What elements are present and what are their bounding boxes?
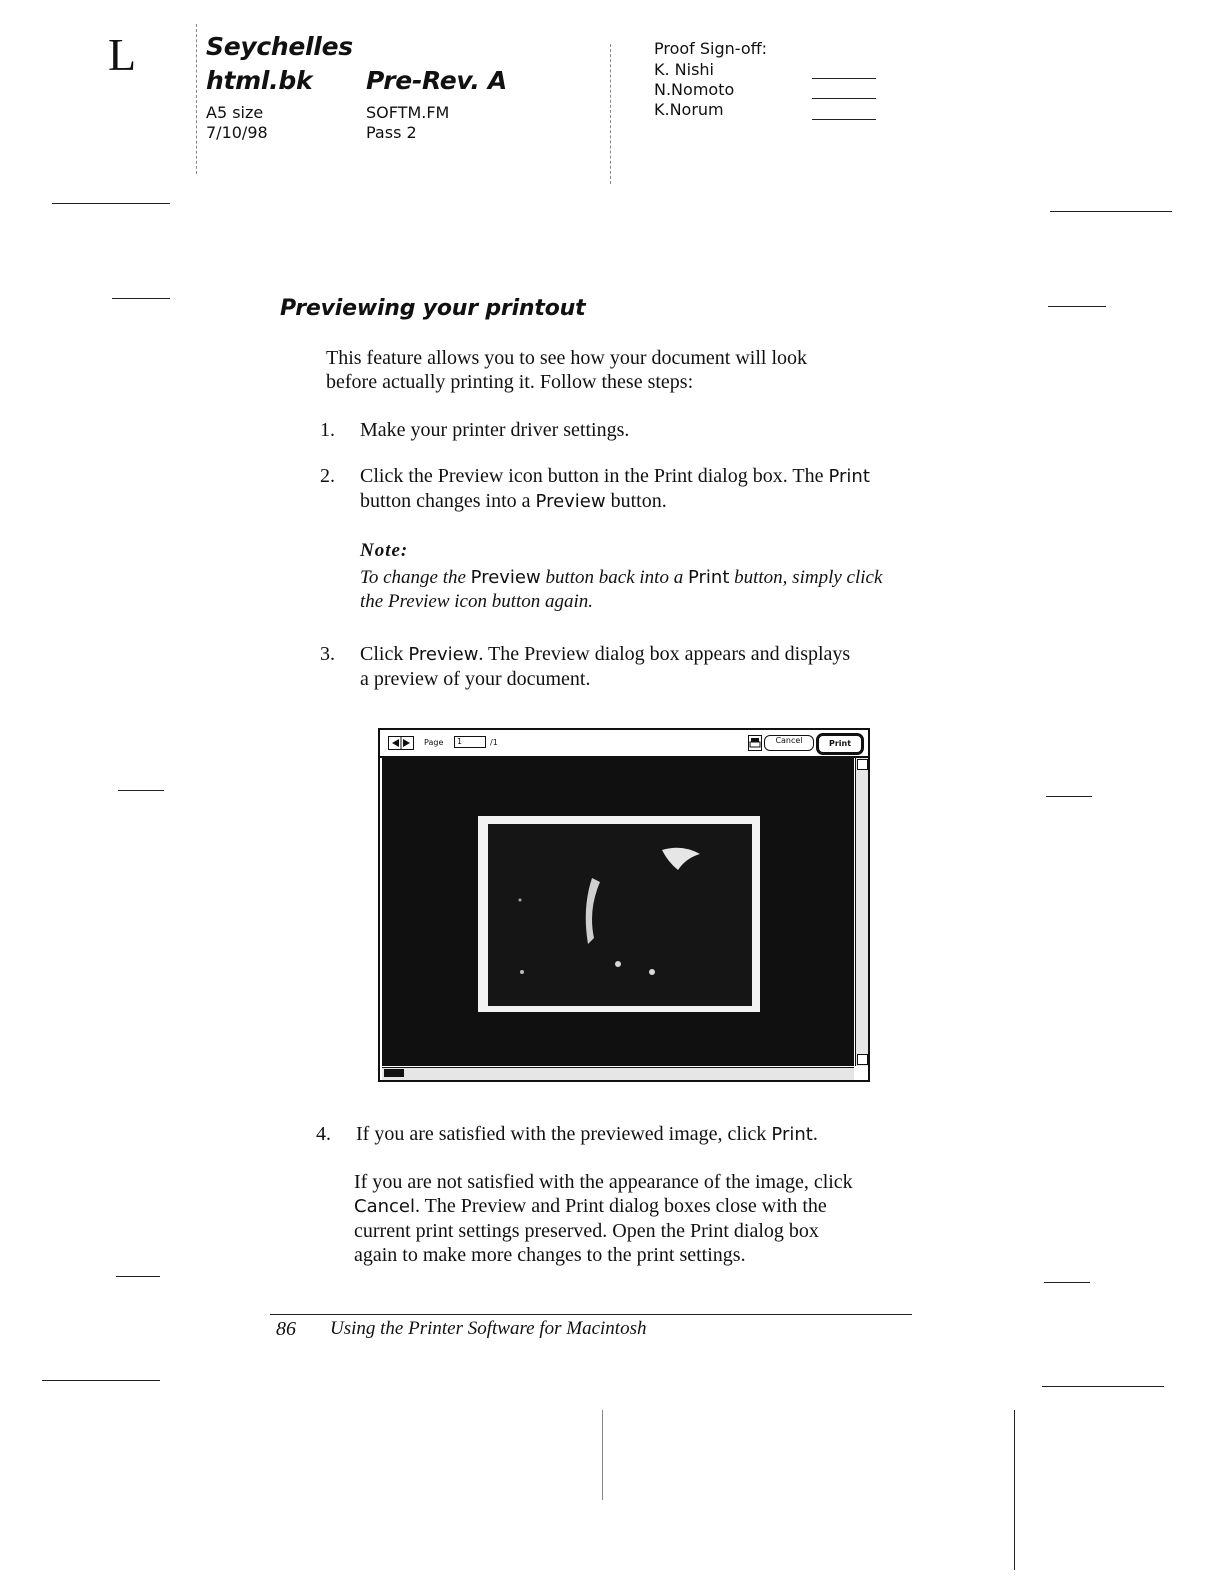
corner-mark: L — [108, 29, 137, 80]
horizontal-scrollbar[interactable] — [382, 1067, 854, 1080]
photo-speck — [520, 970, 524, 974]
header-divider-left — [196, 24, 197, 174]
cancel-button[interactable]: Cancel — [764, 735, 814, 751]
printer-icon[interactable] — [748, 735, 762, 751]
signoff-name: N.Nomoto — [654, 80, 735, 99]
crop-mark — [52, 203, 170, 204]
step-text: Click — [360, 643, 404, 665]
crop-mark-vertical — [602, 1410, 603, 1500]
cancel-button-ref: Cancel — [354, 1196, 415, 1217]
step-text: . — [812, 1123, 818, 1145]
step-number: 4. — [316, 1123, 331, 1145]
page-size: A5 size — [206, 103, 264, 122]
step-number: 3. — [320, 643, 335, 665]
preview-button-ref: Preview — [535, 491, 606, 512]
step-number: 2. — [320, 465, 335, 487]
section-heading: Previewing your printout — [280, 296, 586, 321]
photo-speck — [615, 961, 621, 967]
page-number-field[interactable]: 1 — [454, 736, 486, 748]
step-text: . The Preview and Print dialog boxes close with the — [414, 1195, 827, 1217]
note-text-part: the Preview icon button again. — [360, 591, 594, 612]
step-text: Click the Preview icon button in the Print dialog box. The — [360, 465, 824, 487]
step-text: button changes into a — [360, 490, 531, 512]
trim-mark — [116, 1276, 160, 1277]
crop-mark — [1050, 211, 1172, 212]
print-button-ref: Print — [687, 567, 730, 588]
preview-canvas — [382, 758, 854, 1066]
header-divider-right — [610, 44, 611, 184]
step-text: a preview of your document. — [360, 668, 591, 690]
step-text: current print settings preserved. Open the Print dialog box — [354, 1220, 819, 1242]
intro-line: before actually printing it. Follow these steps: — [326, 371, 694, 393]
signoff-name: K.Norum — [654, 100, 724, 119]
step-text: Make your printer driver settings. — [360, 419, 630, 441]
signoff-line — [812, 98, 876, 99]
note-text-part: To change the — [360, 567, 466, 588]
chapter-title: Using the Printer Software for Macintosh — [330, 1318, 647, 1339]
photo-speck — [649, 969, 655, 975]
trim-mark — [118, 790, 164, 791]
page-total: /1 — [490, 738, 498, 747]
scroll-thumb[interactable] — [384, 1069, 404, 1077]
vertical-scrollbar[interactable] — [855, 758, 868, 1066]
intro-line: This feature allows you to see how your document will look — [326, 347, 808, 369]
scroll-up-arrow[interactable] — [857, 759, 868, 770]
revision-label: Pre-Rev. A — [366, 66, 507, 95]
step-4-followup — [354, 1170, 924, 1267]
preview-button-ref: Preview — [470, 567, 541, 588]
note-heading: Note: — [360, 540, 409, 561]
step-text: again to make more changes to the print settings. — [354, 1244, 746, 1266]
page-number: 86 — [276, 1318, 296, 1340]
step-text: button. — [610, 490, 667, 512]
arrow-right-icon — [403, 739, 410, 747]
note-text — [360, 566, 920, 614]
crop-mark — [1042, 1386, 1164, 1387]
page-nav-buttons[interactable] — [388, 736, 414, 750]
signoff-label: Proof Sign-off: — [654, 39, 768, 58]
proof-date: 7/10/98 — [206, 123, 268, 142]
scroll-down-arrow[interactable] — [857, 1054, 868, 1065]
signoff-line — [812, 119, 876, 120]
trim-mark — [1046, 796, 1092, 797]
step-text: If you are satisfied with the previewed image, click — [356, 1123, 767, 1145]
book-file: html.bk — [206, 66, 313, 95]
page-label: Page — [424, 738, 444, 747]
print-button[interactable]: Print — [816, 733, 864, 755]
preview-toolbar — [380, 730, 868, 758]
crop-mark-vertical — [1014, 1410, 1015, 1570]
signoff-name: K. Nishi — [654, 60, 714, 79]
note-text-part: button back into a — [545, 567, 684, 588]
step-text: If you are not satisfied with the appearance of the image, click — [354, 1171, 853, 1193]
step-number: 1. — [320, 419, 335, 441]
arrow-left-icon — [392, 739, 399, 747]
trim-mark — [1044, 1282, 1090, 1283]
print-button-ref: Print — [771, 1124, 813, 1145]
footer-rule — [270, 1314, 912, 1315]
photo-speck — [519, 899, 522, 902]
preview-button-ref: Preview — [408, 644, 479, 665]
project-name: Seychelles — [206, 32, 353, 61]
chapter-file: SOFTM.FM — [366, 103, 450, 122]
step-text: . The Preview dialog box appears and displays — [478, 643, 851, 665]
trim-mark — [112, 298, 170, 299]
trim-mark — [1048, 306, 1106, 307]
crop-mark — [42, 1380, 160, 1381]
signoff-line — [812, 78, 876, 79]
intro-paragraph — [326, 346, 926, 394]
print-button-ref: Print — [828, 466, 870, 487]
note-text-part: button, simply click — [734, 567, 883, 588]
pass-label: Pass 2 — [366, 123, 417, 142]
preview-photo — [488, 824, 752, 1006]
preview-dialog-screenshot — [378, 728, 870, 1082]
